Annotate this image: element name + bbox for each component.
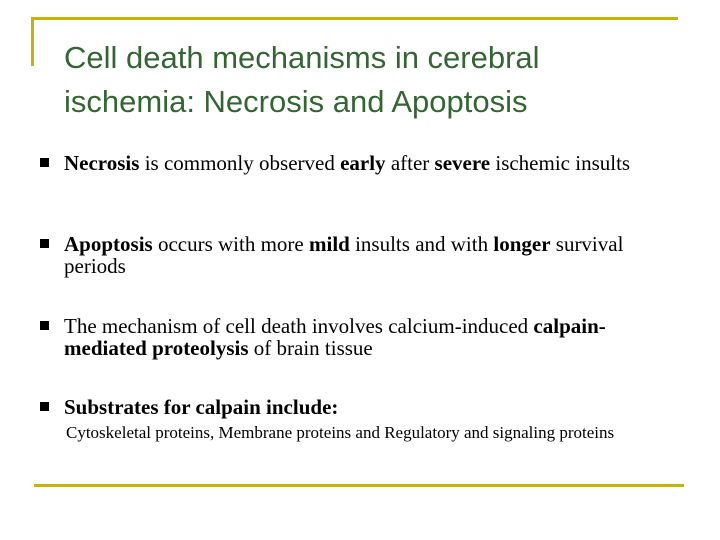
bold-term: Necrosis xyxy=(64,151,140,175)
frame-left-rule xyxy=(31,17,34,66)
plain-text: occurs with more xyxy=(152,232,309,256)
bold-term: severe xyxy=(434,151,491,175)
bullet-text xyxy=(64,396,664,418)
bold-term: mild xyxy=(309,232,350,256)
slide-title-line-1: Cell death mechanisms in cerebral xyxy=(64,40,540,75)
slide-title-line-2: ischemia: Necrosis and Apoptosis xyxy=(64,84,528,119)
bold-term: Substrates for calpain include: xyxy=(64,395,339,419)
square-bullet-icon xyxy=(40,402,49,411)
square-bullet-icon xyxy=(40,239,49,248)
plain-text: survival periods xyxy=(64,232,624,278)
bullet-text xyxy=(64,315,664,359)
bold-term: early xyxy=(340,151,386,175)
bold-term: calpain-mediated proteolysis xyxy=(64,314,606,360)
plain-text: insults and with xyxy=(349,232,494,256)
bullet-text xyxy=(64,152,664,174)
plain-text: after xyxy=(385,151,435,175)
frame-bottom-rule xyxy=(34,484,684,487)
bullet-text xyxy=(64,233,664,277)
frame-top-rule xyxy=(31,17,678,20)
square-bullet-icon xyxy=(40,158,49,167)
bold-term: longer xyxy=(493,232,551,256)
square-bullet-icon xyxy=(40,321,49,330)
sub-bullet-text: Cytoskeletal proteins, Membrane proteins and Regulatory and signaling proteins xyxy=(66,423,615,442)
plain-text: ischemic insults xyxy=(490,151,631,175)
slide-title xyxy=(64,36,684,124)
plain-text: is commonly observed xyxy=(139,151,341,175)
plain-text: of brain tissue xyxy=(248,336,373,360)
plain-text: The mechanism of cell death involves calcium-induced xyxy=(64,314,534,338)
bold-term: Apoptosis xyxy=(64,232,153,256)
